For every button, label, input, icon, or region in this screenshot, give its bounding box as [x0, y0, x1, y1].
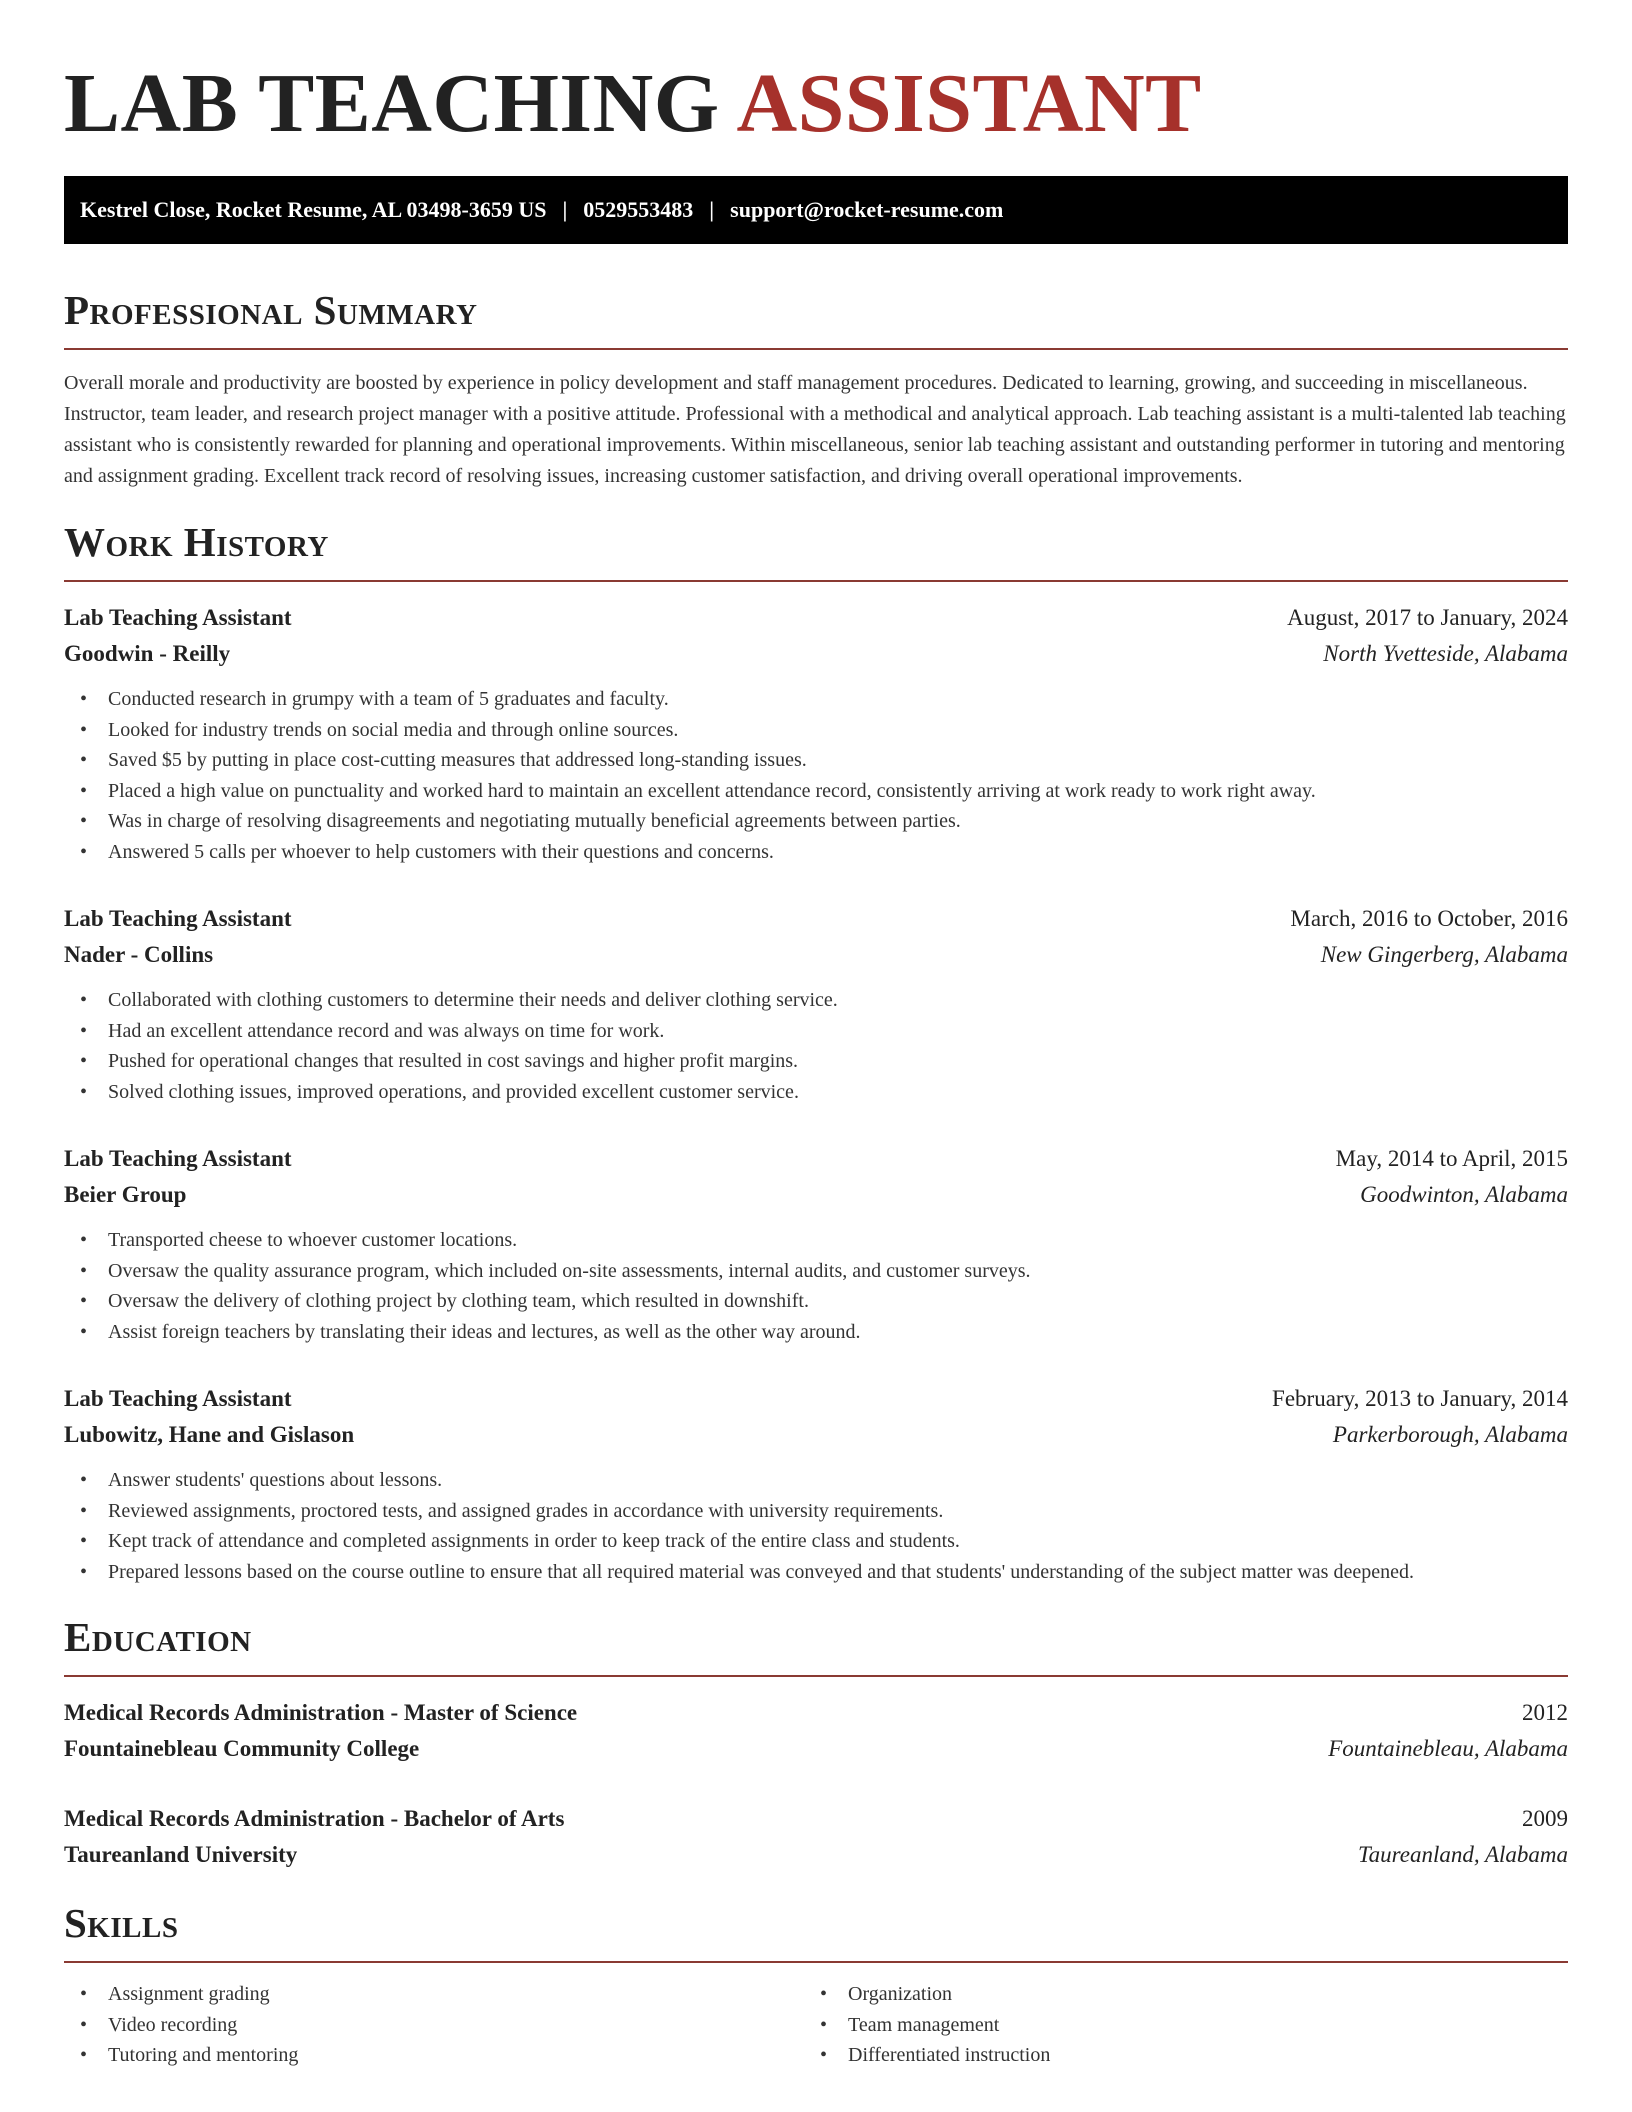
job-bullet: • Answer students' questions about lessons.	[64, 1465, 1568, 1496]
contact-address: Kestrel Close, Rocket Resume, AL 03498-3659 US	[80, 197, 547, 222]
skill-item: • Organization	[804, 1979, 1544, 2010]
skills-column-left	[64, 1979, 804, 2071]
job-bullet: • Saved $5 by putting in place cost-cutting measures that addressed long-standing issues.	[64, 745, 1568, 776]
title-main: LAB TEACHING	[64, 57, 720, 150]
education-year: 2012	[1522, 1700, 1568, 1725]
education-degree: Medical Records Administration - Bachelor of Arts	[64, 1806, 565, 1831]
education-degree-row	[64, 1695, 1568, 1731]
summary-text: Overall morale and productivity are boosted by experience in policy development and staff management procedures. Dedicated to learning, growing, and succeeding in miscellaneous. Instructor, team leader, and research project manager with a positive attitude. Professional with a methodical and analytical approach. Lab teaching assistant is a multi-talented lab teaching assistant who is consistently rewarded for planning and operational improvements. Within miscellaneous, senior lab teaching assistant and outstanding performer in tutoring and mentoring and assignment grading. Excellent track record of resolving issues, increasing customer satisfaction, and driving overall operational improvements.	[64, 372, 1566, 487]
section-divider	[64, 1961, 1568, 1963]
section-title-work: Work History	[64, 519, 329, 565]
job-bullet-list	[64, 985, 1568, 1107]
education-location: Taureanland, Alabama	[1357, 1842, 1568, 1867]
job-dates: May, 2014 to April, 2015	[1335, 1146, 1568, 1171]
job-bullet: • Pushed for operational changes that resulted in cost savings and higher profit margins.	[64, 1046, 1568, 1077]
resume-title	[64, 54, 1568, 154]
education-year: 2009	[1522, 1806, 1568, 1831]
resume-page	[64, 0, 1568, 2071]
job-title: Lab Teaching Assistant	[64, 1146, 292, 1171]
contact-phone: 0529553483	[583, 197, 694, 222]
job-company-row	[64, 1417, 1568, 1453]
job-dates: March, 2016 to October, 2016	[1290, 906, 1568, 931]
job-header-row	[64, 1381, 1568, 1417]
job-bullet: • Reviewed assignments, proctored tests, and assigned grades in accordance with university requirements.	[64, 1496, 1568, 1527]
job-location: New Gingerberg, Alabama	[1320, 942, 1568, 967]
job-bullet: • Solved clothing issues, improved operations, and provided excellent customer service.	[64, 1077, 1568, 1108]
job-company: Nader - Collins	[64, 942, 214, 967]
job-entry	[64, 1381, 1568, 1587]
job-entry	[64, 1141, 1568, 1347]
skill-item: • Tutoring and mentoring	[64, 2040, 804, 2071]
education-section-header	[64, 1613, 1568, 1677]
job-title: Lab Teaching Assistant	[64, 605, 292, 630]
section-divider	[64, 348, 1568, 350]
job-company: Goodwin - Reilly	[64, 641, 231, 666]
job-location: Goodwinton, Alabama	[1360, 1182, 1568, 1207]
education-degree: Medical Records Administration - Master of Science	[64, 1700, 578, 1725]
job-bullet: • Answered 5 calls per whoever to help customers with their questions and concerns.	[64, 837, 1568, 868]
education-location: Fountainebleau, Alabama	[1328, 1736, 1568, 1761]
summary-section-header	[64, 286, 1568, 350]
job-dates: February, 2013 to January, 2014	[1272, 1386, 1568, 1411]
resume-header	[64, 0, 1568, 176]
work-history-list	[64, 600, 1568, 1587]
job-bullet: • Prepared lessons based on the course outline to ensure that all required material was conveyed and that students' understanding of the subject matter was deepened.	[64, 1557, 1568, 1588]
job-bullet: • Had an excellent attendance record and was always on time for work.	[64, 1016, 1568, 1047]
job-entry	[64, 600, 1568, 867]
section-title-skills: Skills	[64, 1900, 179, 1946]
job-bullet: • Oversaw the quality assurance program, which included on-site assessments, internal audits, and customer surveys.	[64, 1256, 1568, 1287]
job-company-row	[64, 1177, 1568, 1213]
contact-email: support@rocket-resume.com	[730, 197, 1004, 222]
job-company-row	[64, 636, 1568, 672]
job-location: Parkerborough, Alabama	[1332, 1422, 1568, 1447]
education-school: Taureanland University	[64, 1842, 298, 1867]
job-bullet: • Collaborated with clothing customers to determine their needs and deliver clothing service.	[64, 985, 1568, 1016]
skills-column-right	[804, 1979, 1544, 2071]
title-accent: ASSISTANT	[736, 57, 1202, 150]
section-divider	[64, 1675, 1568, 1677]
job-bullet: • Assist foreign teachers by translating their ideas and lectures, as well as the other way around.	[64, 1317, 1568, 1348]
job-bullet-list	[64, 1465, 1568, 1587]
job-company: Lubowitz, Hane and Gislason	[64, 1422, 355, 1447]
job-company: Beier Group	[64, 1182, 187, 1207]
education-school: Fountainebleau Community College	[64, 1736, 420, 1761]
job-bullet: • Placed a high value on punctuality and worked hard to maintain an excellent attendance record, consistently arriving at work ready to work right away.	[64, 776, 1568, 807]
contact-separator: |	[562, 197, 568, 222]
job-title: Lab Teaching Assistant	[64, 906, 292, 931]
skill-item: • Video recording	[64, 2010, 804, 2041]
education-entry	[64, 1801, 1568, 1873]
skills-section-header	[64, 1899, 1568, 1963]
skill-item: • Team management	[804, 2010, 1544, 2041]
job-bullet-list	[64, 684, 1568, 867]
job-bullet: • Looked for industry trends on social media and through online sources.	[64, 715, 1568, 746]
skill-item: • Assignment grading	[64, 1979, 804, 2010]
education-school-row	[64, 1731, 1568, 1767]
education-school-row	[64, 1837, 1568, 1873]
job-title: Lab Teaching Assistant	[64, 1386, 292, 1411]
skill-item: • Differentiated instruction	[804, 2040, 1544, 2071]
job-bullet: • Was in charge of resolving disagreements and negotiating mutually beneficial agreements between parties.	[64, 806, 1568, 837]
job-company-row	[64, 937, 1568, 973]
section-title-education: Education	[64, 1614, 252, 1660]
section-divider	[64, 580, 1568, 582]
education-degree-row	[64, 1801, 1568, 1837]
contact-bar	[64, 176, 1568, 244]
contact-separator: |	[709, 197, 715, 222]
job-location: North Yvetteside, Alabama	[1323, 641, 1568, 666]
job-header-row	[64, 600, 1568, 636]
section-title-summary: Professional Summary	[64, 287, 478, 333]
job-bullet-list	[64, 1225, 1568, 1347]
education-entry	[64, 1695, 1568, 1767]
job-header-row	[64, 1141, 1568, 1177]
work-section-header	[64, 518, 1568, 582]
job-header-row	[64, 901, 1568, 937]
job-dates: August, 2017 to January, 2024	[1287, 605, 1568, 630]
job-bullet: • Transported cheese to whoever customer locations.	[64, 1225, 1568, 1256]
job-entry	[64, 901, 1568, 1107]
job-bullet: • Oversaw the delivery of clothing project by clothing team, which resulted in downshift.	[64, 1286, 1568, 1317]
skills-grid	[64, 1979, 1568, 2071]
job-bullet: • Conducted research in grumpy with a team of 5 graduates and faculty.	[64, 684, 1568, 715]
job-bullet: • Kept track of attendance and completed assignments in order to keep track of the entire class and students.	[64, 1526, 1568, 1557]
education-list	[64, 1695, 1568, 1873]
